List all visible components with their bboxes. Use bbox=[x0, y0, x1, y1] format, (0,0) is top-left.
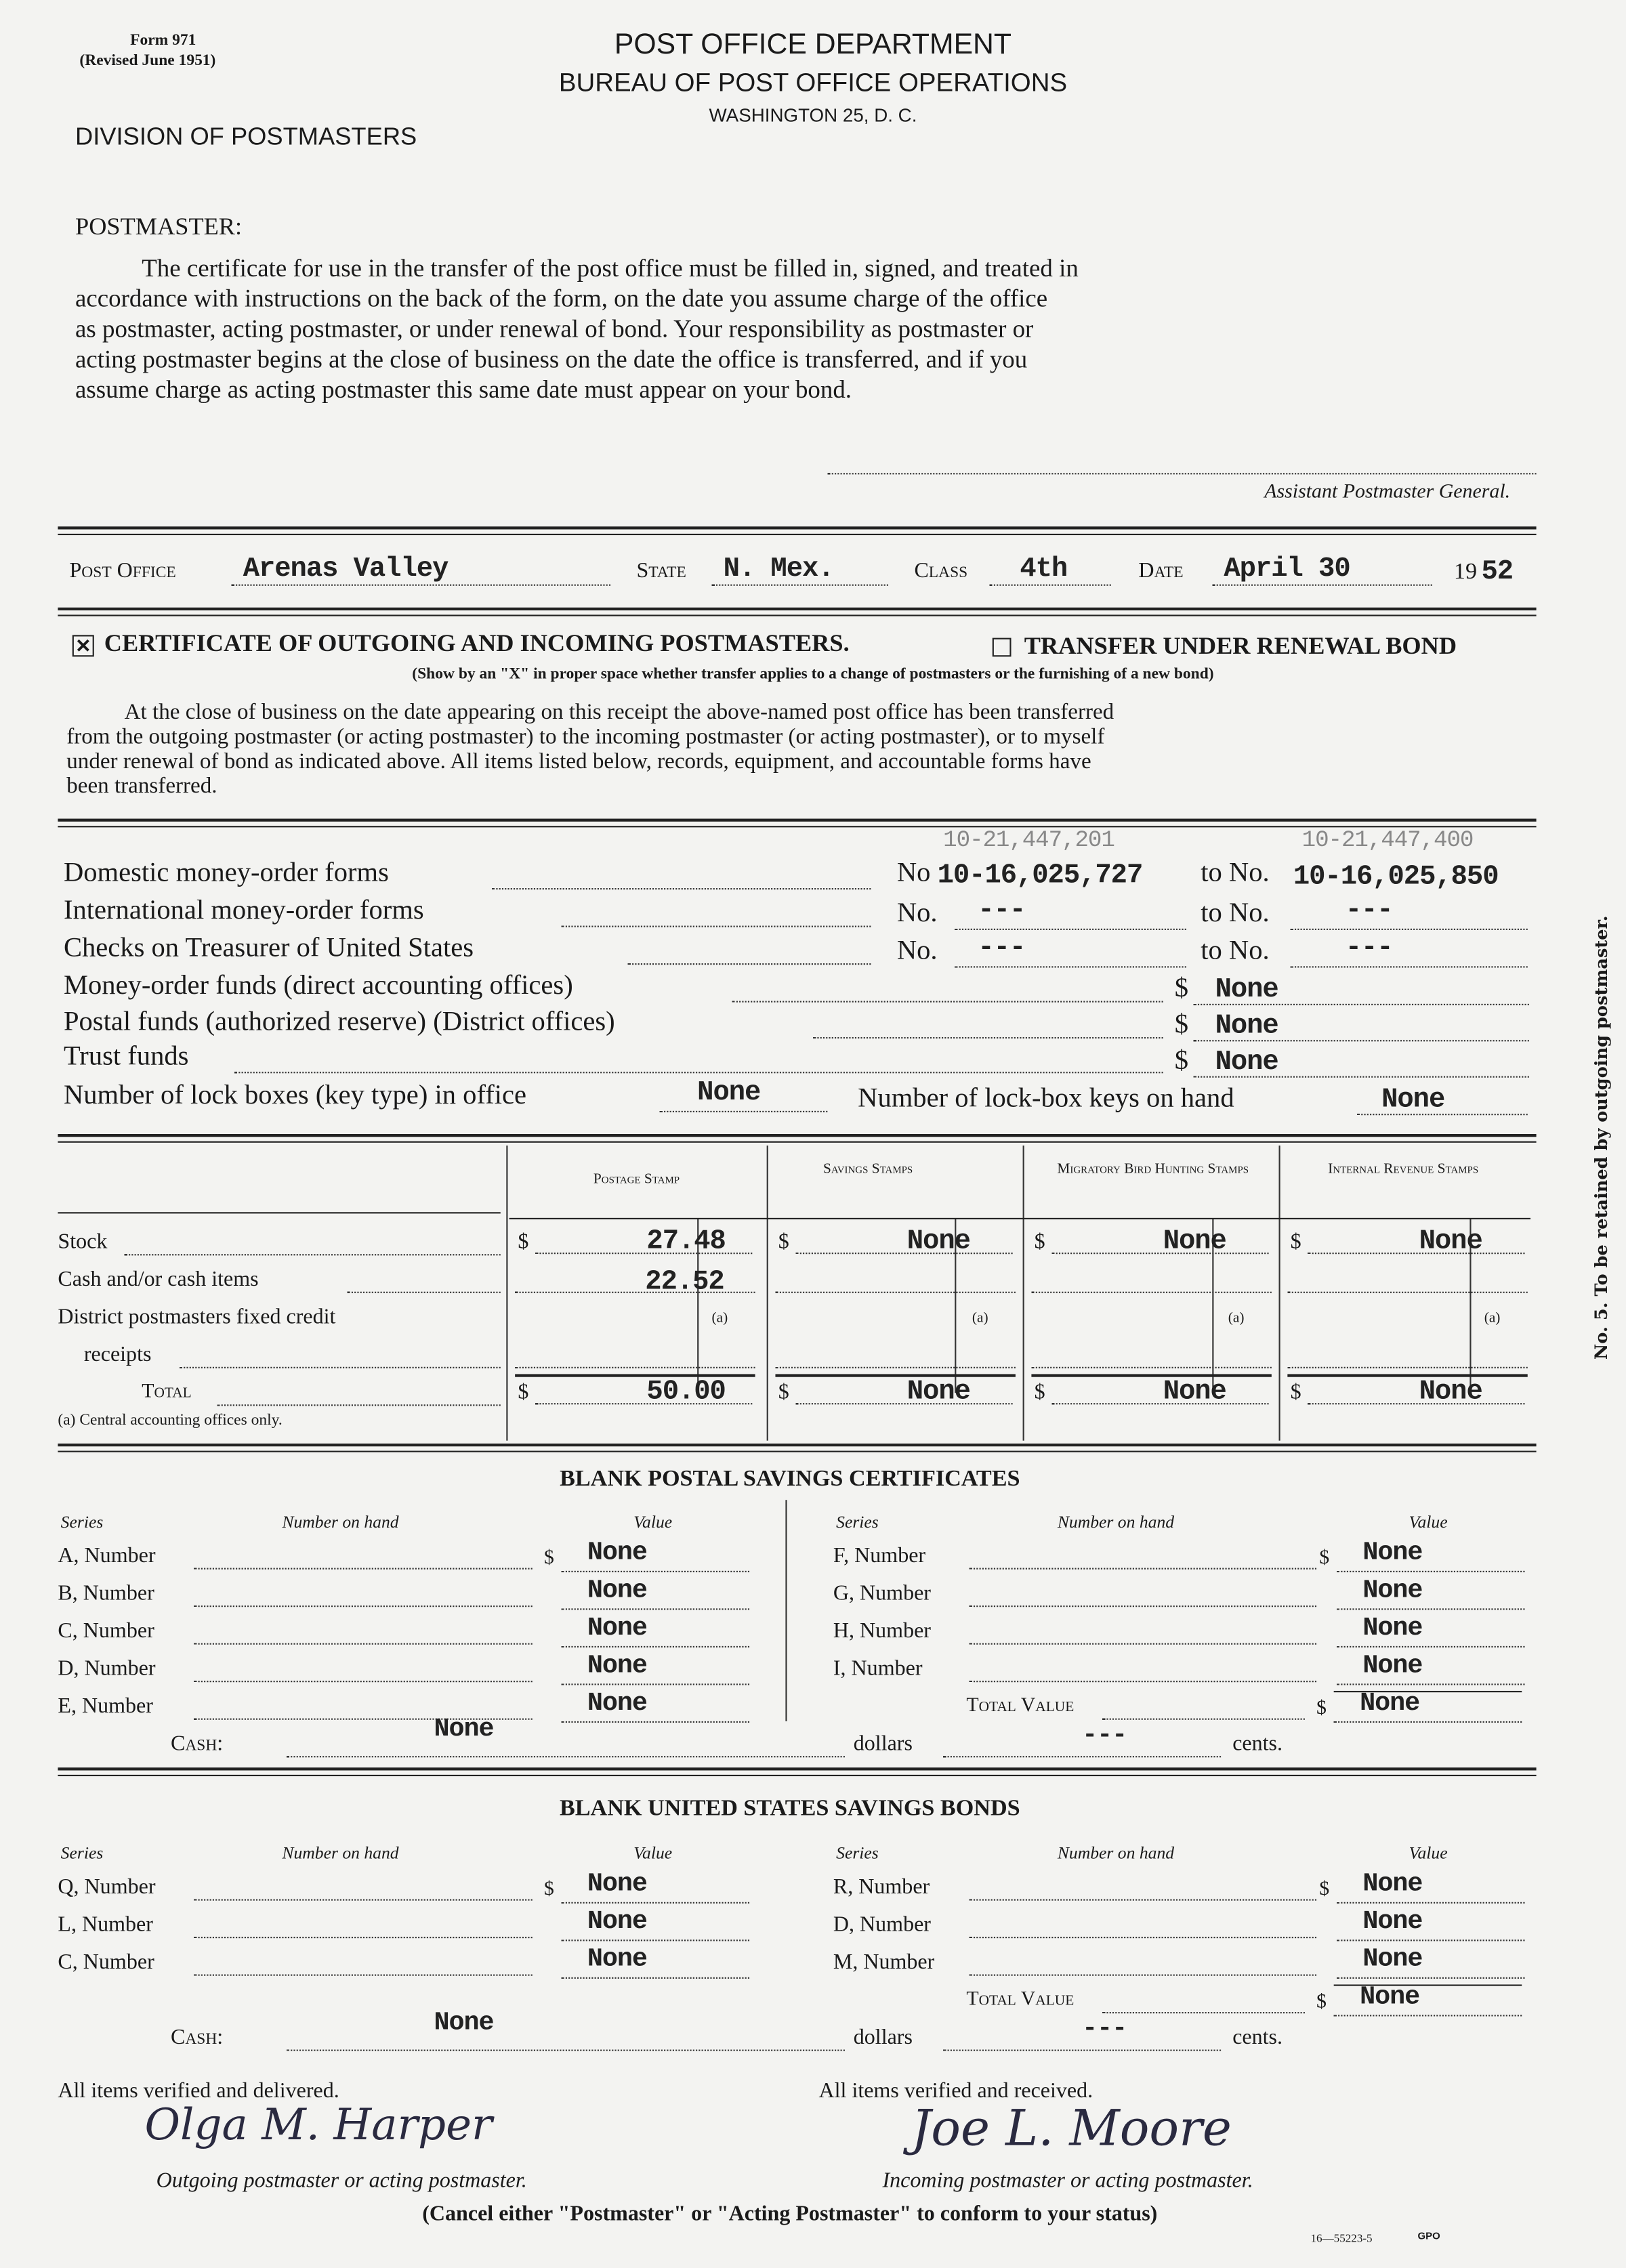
series-value[interactable]: None bbox=[587, 1908, 647, 1937]
series-value[interactable]: None bbox=[1362, 1614, 1423, 1643]
column-rule bbox=[767, 1146, 768, 1441]
field-line bbox=[989, 585, 1110, 586]
series-value[interactable]: None bbox=[587, 1576, 647, 1606]
number-header: Number on hand bbox=[1057, 1511, 1175, 1532]
series-value[interactable]: None bbox=[1362, 1945, 1423, 1975]
series-label: E, Number bbox=[58, 1695, 153, 1719]
post-office-label: Post Office bbox=[69, 560, 176, 583]
series-header: Series bbox=[60, 1843, 104, 1864]
gpo-mark: GPO bbox=[1417, 2231, 1440, 2242]
value-field bbox=[1337, 1571, 1525, 1572]
series-value[interactable]: None bbox=[587, 1538, 647, 1568]
divider bbox=[58, 819, 1536, 828]
revised-date: (Revised June 1951) bbox=[79, 51, 216, 70]
rule bbox=[58, 1212, 500, 1213]
series-value[interactable]: None bbox=[587, 1945, 647, 1975]
to-label: to No. bbox=[1201, 858, 1270, 889]
field-line bbox=[125, 1254, 501, 1255]
total-value-label: Total Value bbox=[966, 1695, 1075, 1717]
stamp-stock-value[interactable]: None bbox=[1163, 1225, 1226, 1257]
form-number: Form 971 bbox=[130, 31, 196, 49]
cents-label: cents. bbox=[1232, 1732, 1283, 1757]
lock-boxes-value[interactable]: None bbox=[697, 1076, 761, 1108]
signature-line bbox=[827, 473, 1536, 474]
lock-keys-label: Number of lock-box keys on hand bbox=[858, 1083, 1234, 1114]
class-label: Class bbox=[914, 560, 968, 583]
stamp-total-value[interactable]: None bbox=[1419, 1375, 1482, 1408]
currency: $ bbox=[1319, 1547, 1330, 1570]
department-title: POST OFFICE DEPARTMENT bbox=[614, 28, 1012, 61]
number-field bbox=[970, 1975, 1316, 1976]
cash-dollars[interactable]: None bbox=[434, 1715, 494, 1745]
series-label: C, Number bbox=[58, 1620, 154, 1643]
value-field bbox=[561, 1683, 749, 1685]
cash-label: Cash: bbox=[170, 1732, 224, 1757]
stamp-stock-value[interactable]: 27.48 bbox=[646, 1225, 726, 1257]
outgoing-signature[interactable]: Olga M. Harper bbox=[144, 2100, 493, 2151]
stamp-total-value[interactable]: None bbox=[906, 1375, 970, 1408]
value-field bbox=[561, 1571, 749, 1572]
series-value[interactable]: None bbox=[587, 1652, 647, 1681]
col-migratory-bird: Migratory Bird Hunting Stamps bbox=[1057, 1161, 1249, 1178]
number-field bbox=[194, 1681, 533, 1682]
postal-funds-label: Postal funds (authorized reserve) (District offices) bbox=[63, 1007, 615, 1037]
field-line bbox=[775, 1292, 1015, 1293]
bonds-title: BLANK UNITED STATES SAVINGS BONDS bbox=[559, 1796, 1020, 1822]
field-line bbox=[660, 1111, 828, 1112]
field-line bbox=[1334, 2015, 1522, 2016]
total-value[interactable]: None bbox=[1360, 1983, 1420, 2013]
number-header: Number on hand bbox=[282, 1843, 399, 1864]
value-field bbox=[561, 1608, 749, 1610]
divider bbox=[58, 1134, 1536, 1143]
divider bbox=[58, 1444, 1536, 1452]
lock-boxes-label: Number of lock boxes (key type) in office bbox=[63, 1080, 527, 1111]
rule bbox=[1031, 1374, 1271, 1377]
intro-line: as postmaster, acting postmaster, or under renewal of bond. Your responsibility as postmaster or bbox=[75, 315, 1034, 343]
series-label: B, Number bbox=[58, 1582, 154, 1606]
currency: $ bbox=[1174, 1045, 1189, 1076]
number-field bbox=[970, 1899, 1316, 1901]
value-field bbox=[561, 1902, 749, 1904]
field-line bbox=[1291, 966, 1528, 967]
field-line bbox=[1102, 1719, 1305, 1720]
international-label: International money-order forms bbox=[63, 895, 424, 926]
stamp-total-value[interactable]: 50.00 bbox=[646, 1375, 726, 1408]
certificate-line: from the outgoing postmaster (or acting postmaster) to the incoming postmaster (or acting postmaster), or to myself bbox=[66, 724, 1105, 750]
row-district-label: District postmasters fixed credit bbox=[58, 1306, 336, 1330]
no-label: No. bbox=[896, 898, 938, 929]
currency: $ bbox=[518, 1231, 529, 1255]
currency: $ bbox=[778, 1231, 789, 1255]
row-cash-label: Cash and/or cash items bbox=[58, 1268, 259, 1292]
field-line bbox=[1212, 585, 1432, 586]
field-line bbox=[795, 1403, 1012, 1404]
series-header: Series bbox=[60, 1511, 104, 1532]
series-label: A, Number bbox=[58, 1545, 156, 1568]
total-value-label: Total Value bbox=[966, 1988, 1075, 2011]
cash-cents[interactable]: --- bbox=[1082, 2015, 1127, 2044]
field-line bbox=[955, 929, 1186, 930]
field-line bbox=[180, 1367, 501, 1368]
division: DIVISION OF POSTMASTERS bbox=[75, 123, 417, 151]
number-field bbox=[194, 1937, 533, 1938]
value-field bbox=[1337, 1902, 1525, 1904]
number-field bbox=[970, 1643, 1316, 1645]
field-line bbox=[1287, 1367, 1527, 1368]
intro-line: assume charge as acting postmaster this same date must appear on your bond. bbox=[75, 376, 852, 404]
currency: $ bbox=[543, 1547, 554, 1570]
trust-funds-label: Trust funds bbox=[63, 1041, 189, 1072]
address: WASHINGTON 25, D. C. bbox=[709, 104, 917, 126]
number-header: Number on hand bbox=[282, 1511, 399, 1532]
to-label: to No. bbox=[1201, 936, 1270, 967]
value-field bbox=[561, 1646, 749, 1647]
value-header: Value bbox=[1409, 1511, 1448, 1532]
year-prefix: 19 bbox=[1453, 560, 1478, 585]
rule bbox=[775, 1374, 1015, 1377]
rule bbox=[509, 1218, 1530, 1219]
stamp-total-value[interactable]: None bbox=[1163, 1375, 1226, 1408]
field-line bbox=[1334, 1721, 1522, 1723]
domestic-from[interactable]: 10-16,025,727 bbox=[937, 859, 1143, 891]
value-field bbox=[1337, 1608, 1525, 1610]
number-field bbox=[970, 1937, 1316, 1938]
field-line bbox=[732, 1001, 1163, 1003]
currency: $ bbox=[1174, 1009, 1189, 1041]
stamp-stock-value[interactable]: None bbox=[1419, 1225, 1482, 1257]
series-label: H, Number bbox=[833, 1620, 932, 1643]
footnote-mark: (a) bbox=[711, 1310, 728, 1326]
series-value[interactable]: None bbox=[587, 1870, 647, 1899]
field-line bbox=[1287, 1292, 1527, 1293]
certificate-line: under renewal of bond as indicated above. All items listed below, records, equipment, and accountable forms have bbox=[66, 749, 1091, 774]
checkbox-outgoing-incoming[interactable]: ✕ bbox=[72, 635, 94, 656]
field-line bbox=[217, 1404, 500, 1406]
column-divider bbox=[785, 1500, 787, 1721]
series-value[interactable]: None bbox=[1362, 1538, 1423, 1568]
postal-funds-value[interactable]: None bbox=[1215, 1009, 1278, 1042]
no-label: No. bbox=[896, 936, 938, 967]
series-value[interactable]: None bbox=[1362, 1576, 1423, 1606]
certificate-line: been transferred. bbox=[66, 774, 217, 799]
bureau-title: BUREAU OF POST OFFICE OPERATIONS bbox=[558, 68, 1068, 98]
series-label: L, Number bbox=[58, 1913, 153, 1937]
no-label: No bbox=[896, 858, 931, 889]
rule bbox=[1287, 1374, 1527, 1377]
cash-dollars[interactable]: None bbox=[434, 2009, 494, 2038]
number-field bbox=[194, 1975, 533, 1976]
field-line bbox=[1291, 929, 1528, 930]
series-header: Series bbox=[836, 1511, 879, 1532]
row-stock-label: Stock bbox=[58, 1231, 108, 1255]
field-line bbox=[492, 888, 871, 889]
certificate-line: At the close of business on the date appearing on this receipt the above-named post office has been transferred bbox=[124, 700, 1114, 725]
series-label: D, Number bbox=[833, 1913, 932, 1937]
footnote: (a) Central accounting offices only. bbox=[58, 1411, 283, 1429]
domestic-label: Domestic money-order forms bbox=[63, 858, 389, 889]
certificates-title: BLANK POSTAL SAVINGS CERTIFICATES bbox=[560, 1467, 1020, 1492]
certificate-note: (Show by an "X" in proper space whether transfer applies to a change of postmasters or the furnishing of a new bond) bbox=[412, 665, 1214, 683]
to-label: to No. bbox=[1201, 898, 1270, 929]
checks-from[interactable]: --- bbox=[978, 931, 1026, 964]
total-value[interactable]: None bbox=[1360, 1689, 1420, 1719]
series-label: G, Number bbox=[833, 1582, 932, 1606]
number-field bbox=[970, 1681, 1316, 1682]
state-label: State bbox=[636, 560, 686, 583]
row-district-label-2: receipts bbox=[83, 1343, 152, 1367]
series-label: I, Number bbox=[833, 1657, 923, 1681]
salutation: POSTMASTER: bbox=[75, 212, 243, 240]
outgoing-label: Outgoing postmaster or acting postmaster. bbox=[156, 2169, 527, 2193]
class-value[interactable]: 4th bbox=[1020, 552, 1068, 585]
currency: $ bbox=[1319, 1878, 1330, 1901]
state-value[interactable]: N. Mex. bbox=[723, 552, 834, 585]
footnote-mark: (a) bbox=[1484, 1310, 1501, 1326]
date-value[interactable]: April 30 bbox=[1224, 552, 1350, 585]
series-value[interactable]: None bbox=[1362, 1652, 1423, 1681]
intro-line: acting postmaster begins at the close of business on the date the office is transferred, and if you bbox=[75, 345, 1028, 373]
cents-label: cents. bbox=[1232, 2026, 1283, 2050]
currency: $ bbox=[1034, 1381, 1045, 1405]
number-field bbox=[970, 1605, 1316, 1607]
value-field bbox=[561, 1977, 749, 1979]
incoming-label: Incoming postmaster or acting postmaster. bbox=[882, 2169, 1253, 2193]
number-field bbox=[194, 1605, 533, 1607]
divider bbox=[58, 1767, 1536, 1776]
series-header: Series bbox=[836, 1843, 879, 1864]
incoming-signature[interactable]: Joe L. Moore bbox=[911, 2100, 1232, 2158]
field-line bbox=[1308, 1403, 1524, 1404]
renewal-option-label: TRANSFER UNDER RENEWAL BOND bbox=[1024, 632, 1457, 660]
column-rule bbox=[1279, 1146, 1280, 1441]
field-line bbox=[1031, 1367, 1271, 1368]
currency: $ bbox=[1316, 1992, 1327, 2014]
currency: $ bbox=[1034, 1231, 1045, 1255]
field-line bbox=[943, 1756, 1221, 1757]
dollars-label: dollars bbox=[853, 2026, 913, 2050]
year-value[interactable]: 52 bbox=[1481, 555, 1514, 587]
field-line bbox=[712, 585, 888, 586]
intro-line: The certificate for use in the transfer of the post office must be filled in, signed, and treated in bbox=[142, 254, 1079, 282]
international-from[interactable]: --- bbox=[978, 894, 1026, 926]
number-field bbox=[194, 1643, 533, 1645]
series-value[interactable]: None bbox=[1362, 1908, 1423, 1937]
intro-line: accordance with instructions on the back of the form, on the date you assume charge of the office bbox=[75, 285, 1048, 313]
series-label: D, Number bbox=[58, 1657, 156, 1681]
certificate-option-label: CERTIFICATE OF OUTGOING AND INCOMING POSTMASTERS. bbox=[104, 629, 850, 657]
footnote-mark: (a) bbox=[1228, 1310, 1245, 1326]
postage-cash-items[interactable]: 22.52 bbox=[645, 1265, 724, 1298]
currency: $ bbox=[1316, 1698, 1327, 1720]
col-postage-stamp: Postage Stamp bbox=[593, 1171, 680, 1188]
international-to[interactable]: --- bbox=[1345, 894, 1393, 926]
column-rule bbox=[1023, 1146, 1024, 1441]
number-field bbox=[970, 1568, 1316, 1570]
print-code: 16—55223-5 bbox=[1310, 2231, 1373, 2245]
checkbox-renewal-bond[interactable] bbox=[993, 638, 1012, 657]
column-rule bbox=[506, 1146, 507, 1441]
footnote-mark: (a) bbox=[972, 1310, 988, 1326]
domestic-to-above: 10-21,447,400 bbox=[1301, 827, 1474, 854]
stamp-stock-value[interactable]: None bbox=[906, 1225, 970, 1257]
divider bbox=[58, 608, 1536, 616]
series-label: F, Number bbox=[833, 1545, 926, 1568]
trust-funds-value[interactable]: None bbox=[1215, 1045, 1278, 1078]
field-line bbox=[813, 1037, 1163, 1038]
mo-funds-value[interactable]: None bbox=[1215, 973, 1278, 1005]
value-field bbox=[1337, 1683, 1525, 1685]
received-text: All items verified and received. bbox=[818, 2080, 1093, 2103]
checks-to[interactable]: --- bbox=[1345, 931, 1393, 964]
dollars-label: dollars bbox=[853, 1732, 913, 1757]
currency: $ bbox=[1174, 973, 1189, 1004]
currency: $ bbox=[518, 1381, 529, 1405]
currency: $ bbox=[543, 1878, 554, 1901]
side-note: No. 5. To be retained by outgoing postmaster. bbox=[1591, 915, 1612, 1360]
series-label: M, Number bbox=[833, 1951, 935, 1975]
value-field bbox=[1337, 1977, 1525, 1979]
field-line bbox=[775, 1367, 1015, 1368]
col-internal-revenue: Internal Revenue Stamps bbox=[1328, 1161, 1479, 1178]
divider bbox=[58, 526, 1536, 535]
currency: $ bbox=[1290, 1231, 1301, 1255]
series-value[interactable]: None bbox=[587, 1689, 647, 1719]
mo-funds-label: Money-order funds (direct accounting offices) bbox=[63, 970, 573, 1001]
checks-label: Checks on Treasurer of United States bbox=[63, 933, 474, 964]
domestic-from-above: 10-21,447,201 bbox=[943, 827, 1114, 854]
number-field bbox=[194, 1899, 533, 1901]
currency: $ bbox=[778, 1381, 789, 1405]
field-line bbox=[943, 2050, 1221, 2051]
value-field bbox=[1337, 1939, 1525, 1941]
currency: $ bbox=[1290, 1381, 1301, 1405]
col-savings-stamps: Savings Stamps bbox=[822, 1161, 913, 1178]
field-line bbox=[1031, 1292, 1271, 1293]
series-value[interactable]: None bbox=[587, 1614, 647, 1643]
lock-keys-value[interactable]: None bbox=[1381, 1083, 1445, 1116]
delivered-text: All items verified and delivered. bbox=[58, 2080, 339, 2103]
assistant-pmg: Assistant Postmaster General. bbox=[1264, 482, 1511, 504]
value-header: Value bbox=[633, 1511, 673, 1532]
number-field bbox=[194, 1568, 533, 1570]
field-line bbox=[232, 585, 610, 586]
value-header: Value bbox=[633, 1843, 673, 1864]
series-label: R, Number bbox=[833, 1876, 930, 1899]
field-line bbox=[234, 1072, 1163, 1073]
post-office-value[interactable]: Arenas Valley bbox=[243, 552, 449, 585]
series-label: C, Number bbox=[58, 1951, 154, 1975]
value-field bbox=[1337, 1646, 1525, 1647]
value-header: Value bbox=[1409, 1843, 1448, 1864]
number-header: Number on hand bbox=[1057, 1843, 1175, 1864]
value-field bbox=[561, 1721, 749, 1723]
field-line bbox=[347, 1292, 500, 1293]
field-line bbox=[515, 1367, 755, 1368]
series-label: Q, Number bbox=[58, 1876, 156, 1899]
domestic-to[interactable]: 10-16,025,850 bbox=[1293, 860, 1499, 893]
field-line bbox=[287, 2050, 845, 2051]
cash-label: Cash: bbox=[170, 2026, 224, 2050]
field-line bbox=[561, 926, 871, 927]
date-label: Date bbox=[1138, 560, 1184, 583]
field-line bbox=[1308, 1253, 1524, 1254]
rule bbox=[515, 1374, 755, 1377]
field-line bbox=[1051, 1253, 1268, 1254]
cancel-note: (Cancel either "Postmaster" or "Acting Postmaster" to conform to your status) bbox=[422, 2202, 1158, 2227]
row-total-label: Total bbox=[142, 1381, 192, 1404]
series-value[interactable]: None bbox=[1362, 1870, 1423, 1899]
value-field bbox=[561, 1939, 749, 1941]
field-line bbox=[955, 966, 1186, 967]
cash-cents[interactable]: --- bbox=[1082, 1721, 1127, 1750]
field-line bbox=[287, 1756, 845, 1757]
field-line bbox=[1102, 2012, 1305, 2013]
field-line bbox=[1051, 1403, 1268, 1404]
field-line bbox=[795, 1253, 1012, 1254]
field-line bbox=[628, 963, 871, 965]
